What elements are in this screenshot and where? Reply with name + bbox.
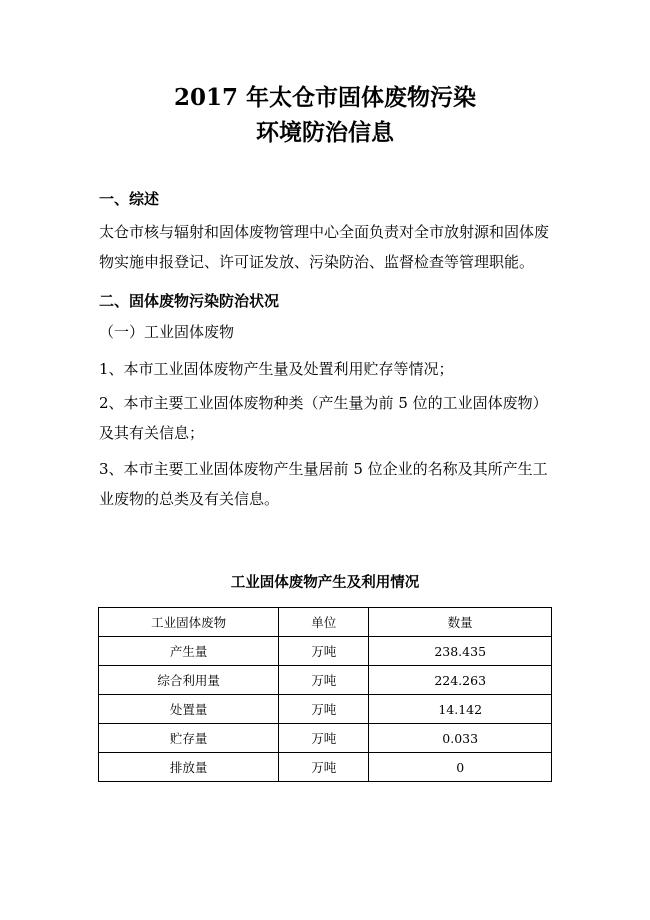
cell-category: 综合利用量: [99, 666, 279, 695]
cell-category: 排放量: [99, 753, 279, 782]
cell-quantity: 224.263: [369, 666, 552, 695]
cell-quantity: 14.142: [369, 695, 552, 724]
list-item: 3、本市主要工业固体废物产生量居前 5 位企业的名称及其所产生工业废物的总类及有关信息。: [99, 460, 548, 508]
page-title-line2: 环境防治信息: [256, 119, 394, 146]
cell-category: 产生量: [99, 637, 279, 666]
section-heading-overview: 一、综述: [99, 190, 160, 208]
header-cell-unit: 单位: [279, 608, 369, 637]
subheading-industrial-waste: （一）工业固体废物: [99, 323, 235, 341]
cell-unit: 万吨: [279, 695, 369, 724]
table-row: [99, 666, 552, 695]
header-cell-category: 工业固体废物: [99, 608, 279, 637]
cell-quantity: 238.435: [369, 637, 552, 666]
table-row: [99, 695, 552, 724]
cell-unit: 万吨: [279, 637, 369, 666]
table-row: [99, 637, 552, 666]
table-row: [99, 724, 552, 753]
cell-unit: 万吨: [279, 753, 369, 782]
header-cell-quantity: 数量: [369, 608, 552, 637]
section-heading-status: 二、固体废物污染防治状况: [99, 292, 280, 310]
cell-unit: 万吨: [279, 666, 369, 695]
cell-category: 处置量: [99, 695, 279, 724]
waste-table: [98, 607, 552, 782]
cell-unit: 万吨: [279, 724, 369, 753]
table-header-row: [99, 608, 552, 637]
page-title-line1: 2017 年太仓市固体废物污染: [173, 84, 477, 111]
table-row: [99, 753, 552, 782]
cell-category: 贮存量: [99, 724, 279, 753]
overview-paragraph: 太仓市核与辐射和固体废物管理中心全面负责对全市放射源和固体废物实施申报登记、许可证发放、污染防治、监督检查等管理职能。: [99, 223, 550, 271]
cell-quantity: 0: [369, 753, 552, 782]
list-item: 2、本市主要工业固体废物种类（产生量为前 5 位的工业固体废物）及其有关信息；: [99, 394, 548, 442]
list-item: 1、本市工业固体废物产生量及处置利用贮存等情况；: [99, 360, 454, 378]
table-title: 工业固体废物产生及利用情况: [230, 574, 420, 591]
cell-quantity: 0.033: [369, 724, 552, 753]
